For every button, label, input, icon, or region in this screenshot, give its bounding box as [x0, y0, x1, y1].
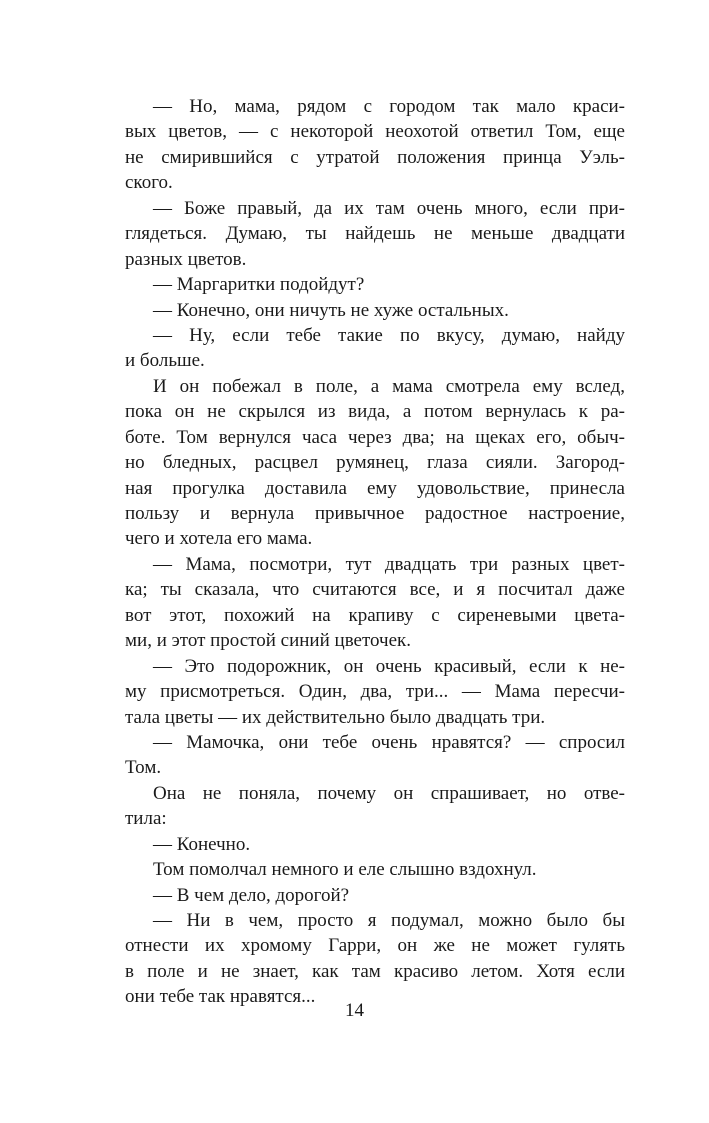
- text-line: — Мамочка, они тебе очень нравятся? — спросил: [153, 731, 625, 753]
- text-line: — В чем дело, дорогой?: [153, 884, 350, 906]
- text-line: — Ни в чем, просто я подумал, можно было бы: [153, 910, 625, 931]
- text-line: ка; ты сказала, что считаются все, и я посчитал даже: [125, 579, 625, 601]
- text-line: ми, и этот простой синий цветочек.: [125, 630, 412, 652]
- text-line: чего и хотела его мама.: [125, 528, 313, 550]
- text-line: Том помолчал немного и еле слышно вздохнул.: [153, 859, 537, 881]
- text-line: в поле и не знает, как там красиво летом. Хотя если: [125, 960, 625, 982]
- text-line: глядеться. Думаю, ты найдешь не меньше двадцати: [125, 223, 625, 245]
- text-line: и больше.: [125, 350, 205, 372]
- page-number: 14: [345, 1000, 364, 1021]
- text-line: разных цветов.: [125, 248, 247, 270]
- text-line: — Ну, если тебе такие по вкусу, думаю, найду: [153, 324, 625, 346]
- text-line: Она не поняла, почему он спрашивает, но отве-: [153, 782, 625, 804]
- text-line: они тебе так нравятся...: [125, 986, 316, 1008]
- text-line: отнести их хромому Гарри, он же не может гулять: [125, 935, 625, 957]
- body-text: [125, 94, 625, 1010]
- text-line: вых цветов, — с некоторой неохотой ответил Том, еще: [125, 121, 625, 143]
- text-line: — Мама, посмотри, тут двадцать три разных цвет-: [153, 553, 625, 575]
- text-line: пока он не скрылся из вида, а потом вернулась к ра-: [125, 401, 625, 423]
- text-line: — Конечно.: [153, 833, 251, 855]
- text-line: вот этот, похожий на крапиву с сиреневыми цвета-: [125, 604, 625, 626]
- text-line: ского.: [125, 172, 173, 194]
- text-line: Том.: [125, 757, 162, 779]
- text-line: ная прогулка доставила ему удовольствие, принесла: [125, 477, 625, 499]
- text-line: — Конечно, они ничуть не хуже остальных.: [153, 299, 509, 321]
- text-line: тила:: [125, 808, 167, 830]
- text-line: пользу и вернула привычное радостное настроение,: [125, 503, 625, 524]
- text-line: — Это подорожник, он очень красивый, если к не-: [153, 655, 625, 677]
- text-line: не смирившийся с утратой положения принца Уэль-: [125, 146, 625, 168]
- text-line: — Но, мама, рядом с городом так мало краси-: [153, 96, 625, 117]
- text-line: — Боже правый, да их там очень много, если при-: [153, 197, 625, 219]
- text-line: — Маргаритки подойдут?: [153, 274, 365, 296]
- text-line: но бледных, расцвел румянец, глаза сияли. Загород-: [125, 452, 625, 474]
- text-line: тала цветы — их действительно было двадцать три.: [125, 706, 546, 728]
- text-line: му присмотреться. Один, два, три... — Мама пересчи-: [125, 681, 625, 703]
- text-line: боте. Том вернулся часа через два; на щеках его, обыч-: [125, 426, 625, 448]
- text-line: И он побежал в поле, а мама смотрела ему вслед,: [153, 375, 625, 397]
